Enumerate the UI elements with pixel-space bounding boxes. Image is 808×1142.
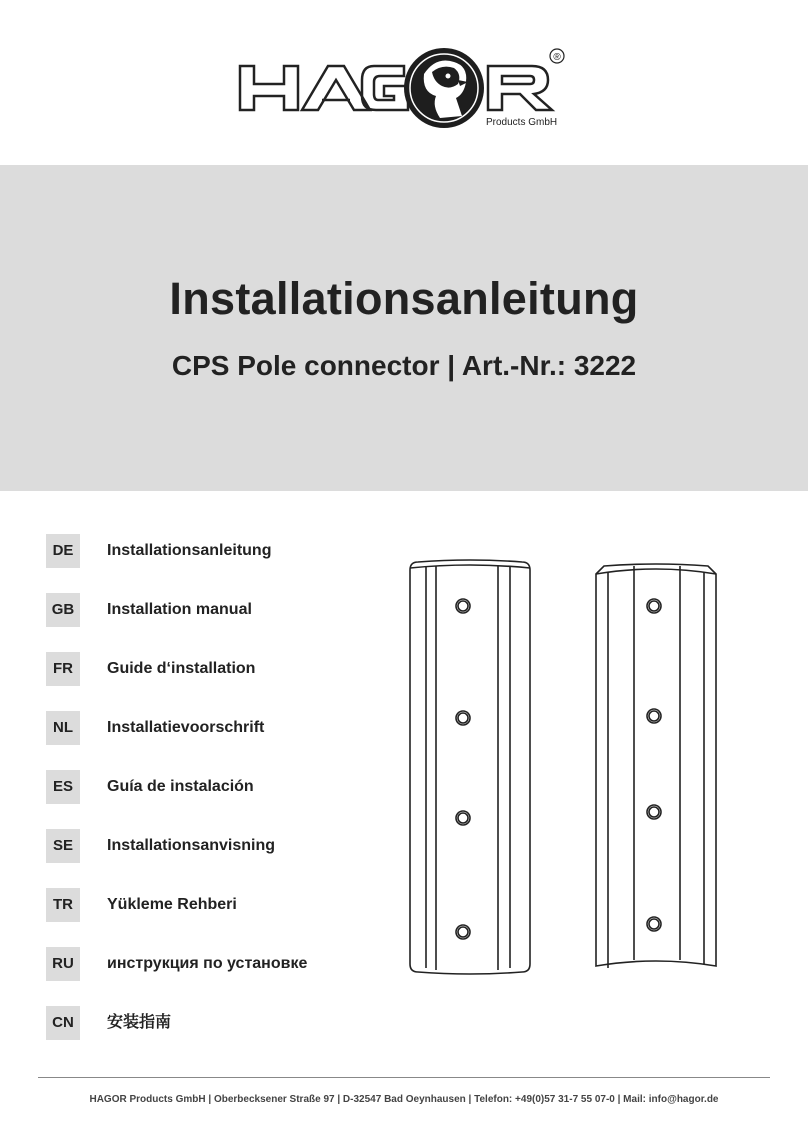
logo-wordmark-right bbox=[488, 66, 552, 110]
document-title: Installationsanleitung bbox=[169, 273, 639, 324]
footer-divider bbox=[38, 1077, 770, 1078]
connector-back-view bbox=[596, 564, 716, 968]
language-row-ru bbox=[46, 947, 376, 981]
title-banner bbox=[0, 165, 808, 491]
language-code: CN bbox=[46, 1006, 80, 1040]
language-code: RU bbox=[46, 947, 80, 981]
language-label: Installationsanleitung bbox=[107, 542, 272, 559]
rooster-emblem-icon bbox=[404, 48, 484, 128]
language-code: TR bbox=[46, 888, 80, 922]
language-row-es bbox=[46, 770, 376, 804]
language-label: инструкция по установке bbox=[107, 955, 308, 972]
registered-mark-icon bbox=[550, 49, 564, 63]
language-row-se bbox=[46, 829, 376, 863]
language-label: Installatievoorschrift bbox=[107, 719, 265, 736]
language-row-nl bbox=[46, 711, 376, 745]
connector-front-view bbox=[410, 560, 530, 974]
language-label: 安装指南 bbox=[107, 1014, 172, 1031]
language-row-cn bbox=[46, 1006, 376, 1040]
language-label: Installationsanvisning bbox=[107, 837, 276, 854]
language-row-tr bbox=[46, 888, 376, 922]
pole-connector-drawing-icon bbox=[400, 552, 730, 982]
logo-wordmark-left bbox=[240, 66, 408, 110]
svg-text:®: ® bbox=[553, 52, 561, 63]
language-code: GB bbox=[46, 593, 80, 627]
language-row-fr bbox=[46, 652, 376, 686]
language-label: Yükleme Rehberi bbox=[107, 896, 237, 913]
language-label: Guide d‘installation bbox=[107, 660, 256, 677]
footer-contact: HAGOR Products GmbH | Oberbecksener Straße 97 | D-32547 Bad Oeynhausen | Telefon: +49(0)57 31-7 55 07-0 | Mail: info@hagor.de bbox=[89, 1094, 719, 1105]
language-label: Installation manual bbox=[107, 601, 252, 618]
language-code: ES bbox=[46, 770, 80, 804]
language-code: DE bbox=[46, 534, 80, 568]
brand-subtitle: Products GmbH bbox=[486, 117, 558, 128]
document-subtitle: CPS Pole connector | Art.-Nr.: 3222 bbox=[171, 350, 637, 381]
language-code: FR bbox=[46, 652, 80, 686]
language-code: SE bbox=[46, 829, 80, 863]
language-row-gb bbox=[46, 593, 376, 627]
language-code: NL bbox=[46, 711, 80, 745]
language-row-de bbox=[46, 534, 376, 568]
language-label: Guía de instalación bbox=[107, 778, 254, 795]
